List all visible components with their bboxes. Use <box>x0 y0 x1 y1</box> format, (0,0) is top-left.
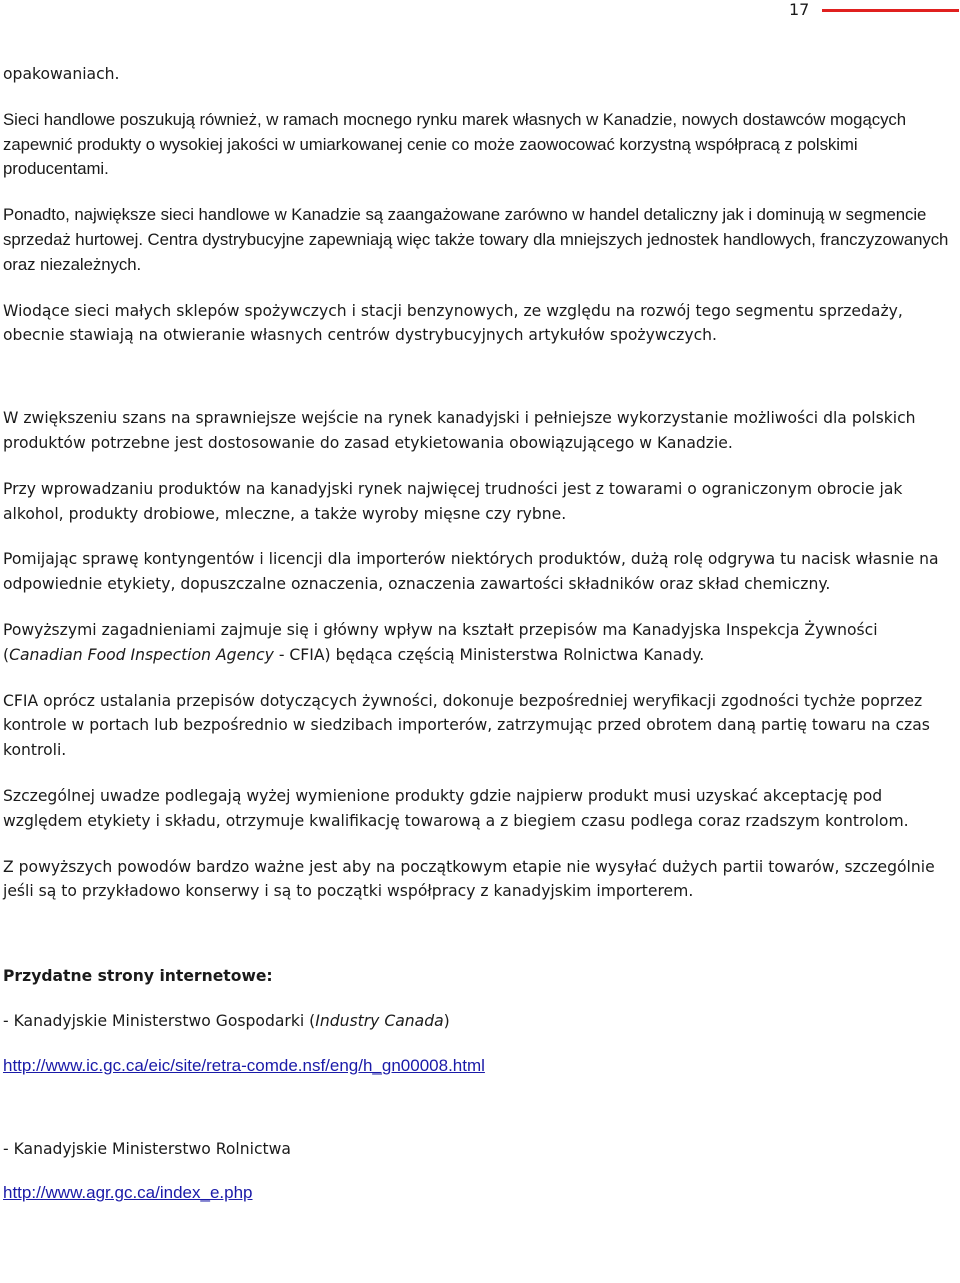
document-body <box>3 62 955 1227</box>
useful-sites-heading: Przydatne strony internetowe: <box>3 967 273 986</box>
paragraph: Szczególnej uwadze podlegają wyżej wymienione produkty gdzie najpierw produkt musi uzyskać akceptację pod względem etykiety i składu, otrzymuje kwalifikację towarową a z biegiem czasu podlega coraz rzadszym kontrolom. <box>3 786 909 830</box>
agency-name: Canadian Food Inspection Agency <box>9 645 274 664</box>
paragraph: opakowaniach. <box>3 65 120 83</box>
paragraph: Wiodące sieci małych sklepów spożywczych i stacji benzynowych, ze względu na rozwój tego segmentu sprzedaży, obecnie stawiają na otwieranie własnych centrów dystrybucyjnych artykułów spożywczych. <box>3 301 903 345</box>
paragraph: Sieci handlowe poszukują również, w ramach mocnego rynku marek własnych w Kanadzie, nowych dostawców mogących zapewnić produkty o wysokiej jakości w umiarkowanej cenie co może zaowocować korzystną współpracą z polskimi producentami. <box>3 109 907 179</box>
industry-canada-link[interactable]: http://www.ic.gc.ca/eic/site/retra-comde.nsf/eng/h_gn00008.html <box>3 1055 485 1075</box>
page-number: 17 <box>789 0 810 19</box>
site-label-italic: Industry Canada <box>315 1011 444 1030</box>
site-label-text: - Kanadyjskie Ministerstwo Gospodarki ( <box>3 1011 316 1030</box>
site-label-text: ) <box>443 1011 450 1030</box>
paragraph: Pomijając sprawę kontyngentów i licencji dla importerów niektórych produktów, dużą rolę odgrywa tu nacisk własnie na odpowiednie etykiety, dopuszczalne oznaczenia, oznaczenia zawartości składników oraz skład chemiczny. <box>3 550 939 594</box>
paragraph-text: - CFIA) będąca częścią Ministerstwa Rolnictwa Kanady. <box>273 645 705 664</box>
site-label-text: - Kanadyjskie Ministerstwo Rolnictwa <box>3 1139 291 1158</box>
site-label <box>3 1137 955 1162</box>
paragraph: Ponadto, największe sieci handlowe w Kanadzie są zaangażowane zarówno w handel detaliczny jak i dominują w segmencie sprzedaż hurtowej. Centra dystrybucyjne zapewniają więc także towary dla mniejszych jednostek handlowych, franczyzowanych oraz niezależnych. <box>3 205 949 274</box>
agriculture-canada-link[interactable]: http://www.agr.gc.ca/index_e.php <box>3 1183 253 1203</box>
paragraph: CFIA oprócz ustalania przepisów dotyczących żywności, dokonuje bezpośredniej weryfikacji zgodności tychże poprzez kontrole w portach lub bezpośrednio w siedzibach importerów, zatrzymując przed obrotem daną partię towaru na czas kontroli. <box>3 691 930 760</box>
paragraph: W zwiększeniu szans na sprawniejsze wejście na rynek kanadyjski i pełniejsze wykorzystanie możliwości dla polskich produktów potrzebne jest dostosowanie do zasad etykietowania obowiązującego w Kanadzie. <box>3 409 916 452</box>
paragraph: Z powyższych powodów bardzo ważne jest aby na początkowym etapie nie wysyłać dużych partii towarów, szczególnie jeśli są to przykładowo konserwy i są to początki współpracy z kanadyjskim importerem. <box>3 857 935 901</box>
paragraph <box>3 618 955 668</box>
paragraph-text: Powyższymi zagadnieniami zajmuje się i główny wpływ na kształt przepisów ma Kanadyjska Inspekcja Żywności ( <box>3 620 878 664</box>
header-rule <box>822 9 959 12</box>
paragraph: Przy wprowadzaniu produktów na kanadyjski rynek najwięcej trudności jest z towarami o ograniczonym obrocie jak alkohol, produkty drobiowe, mleczne, a także wyroby mięsne czy rybne. <box>3 479 903 523</box>
site-label <box>3 1009 955 1034</box>
